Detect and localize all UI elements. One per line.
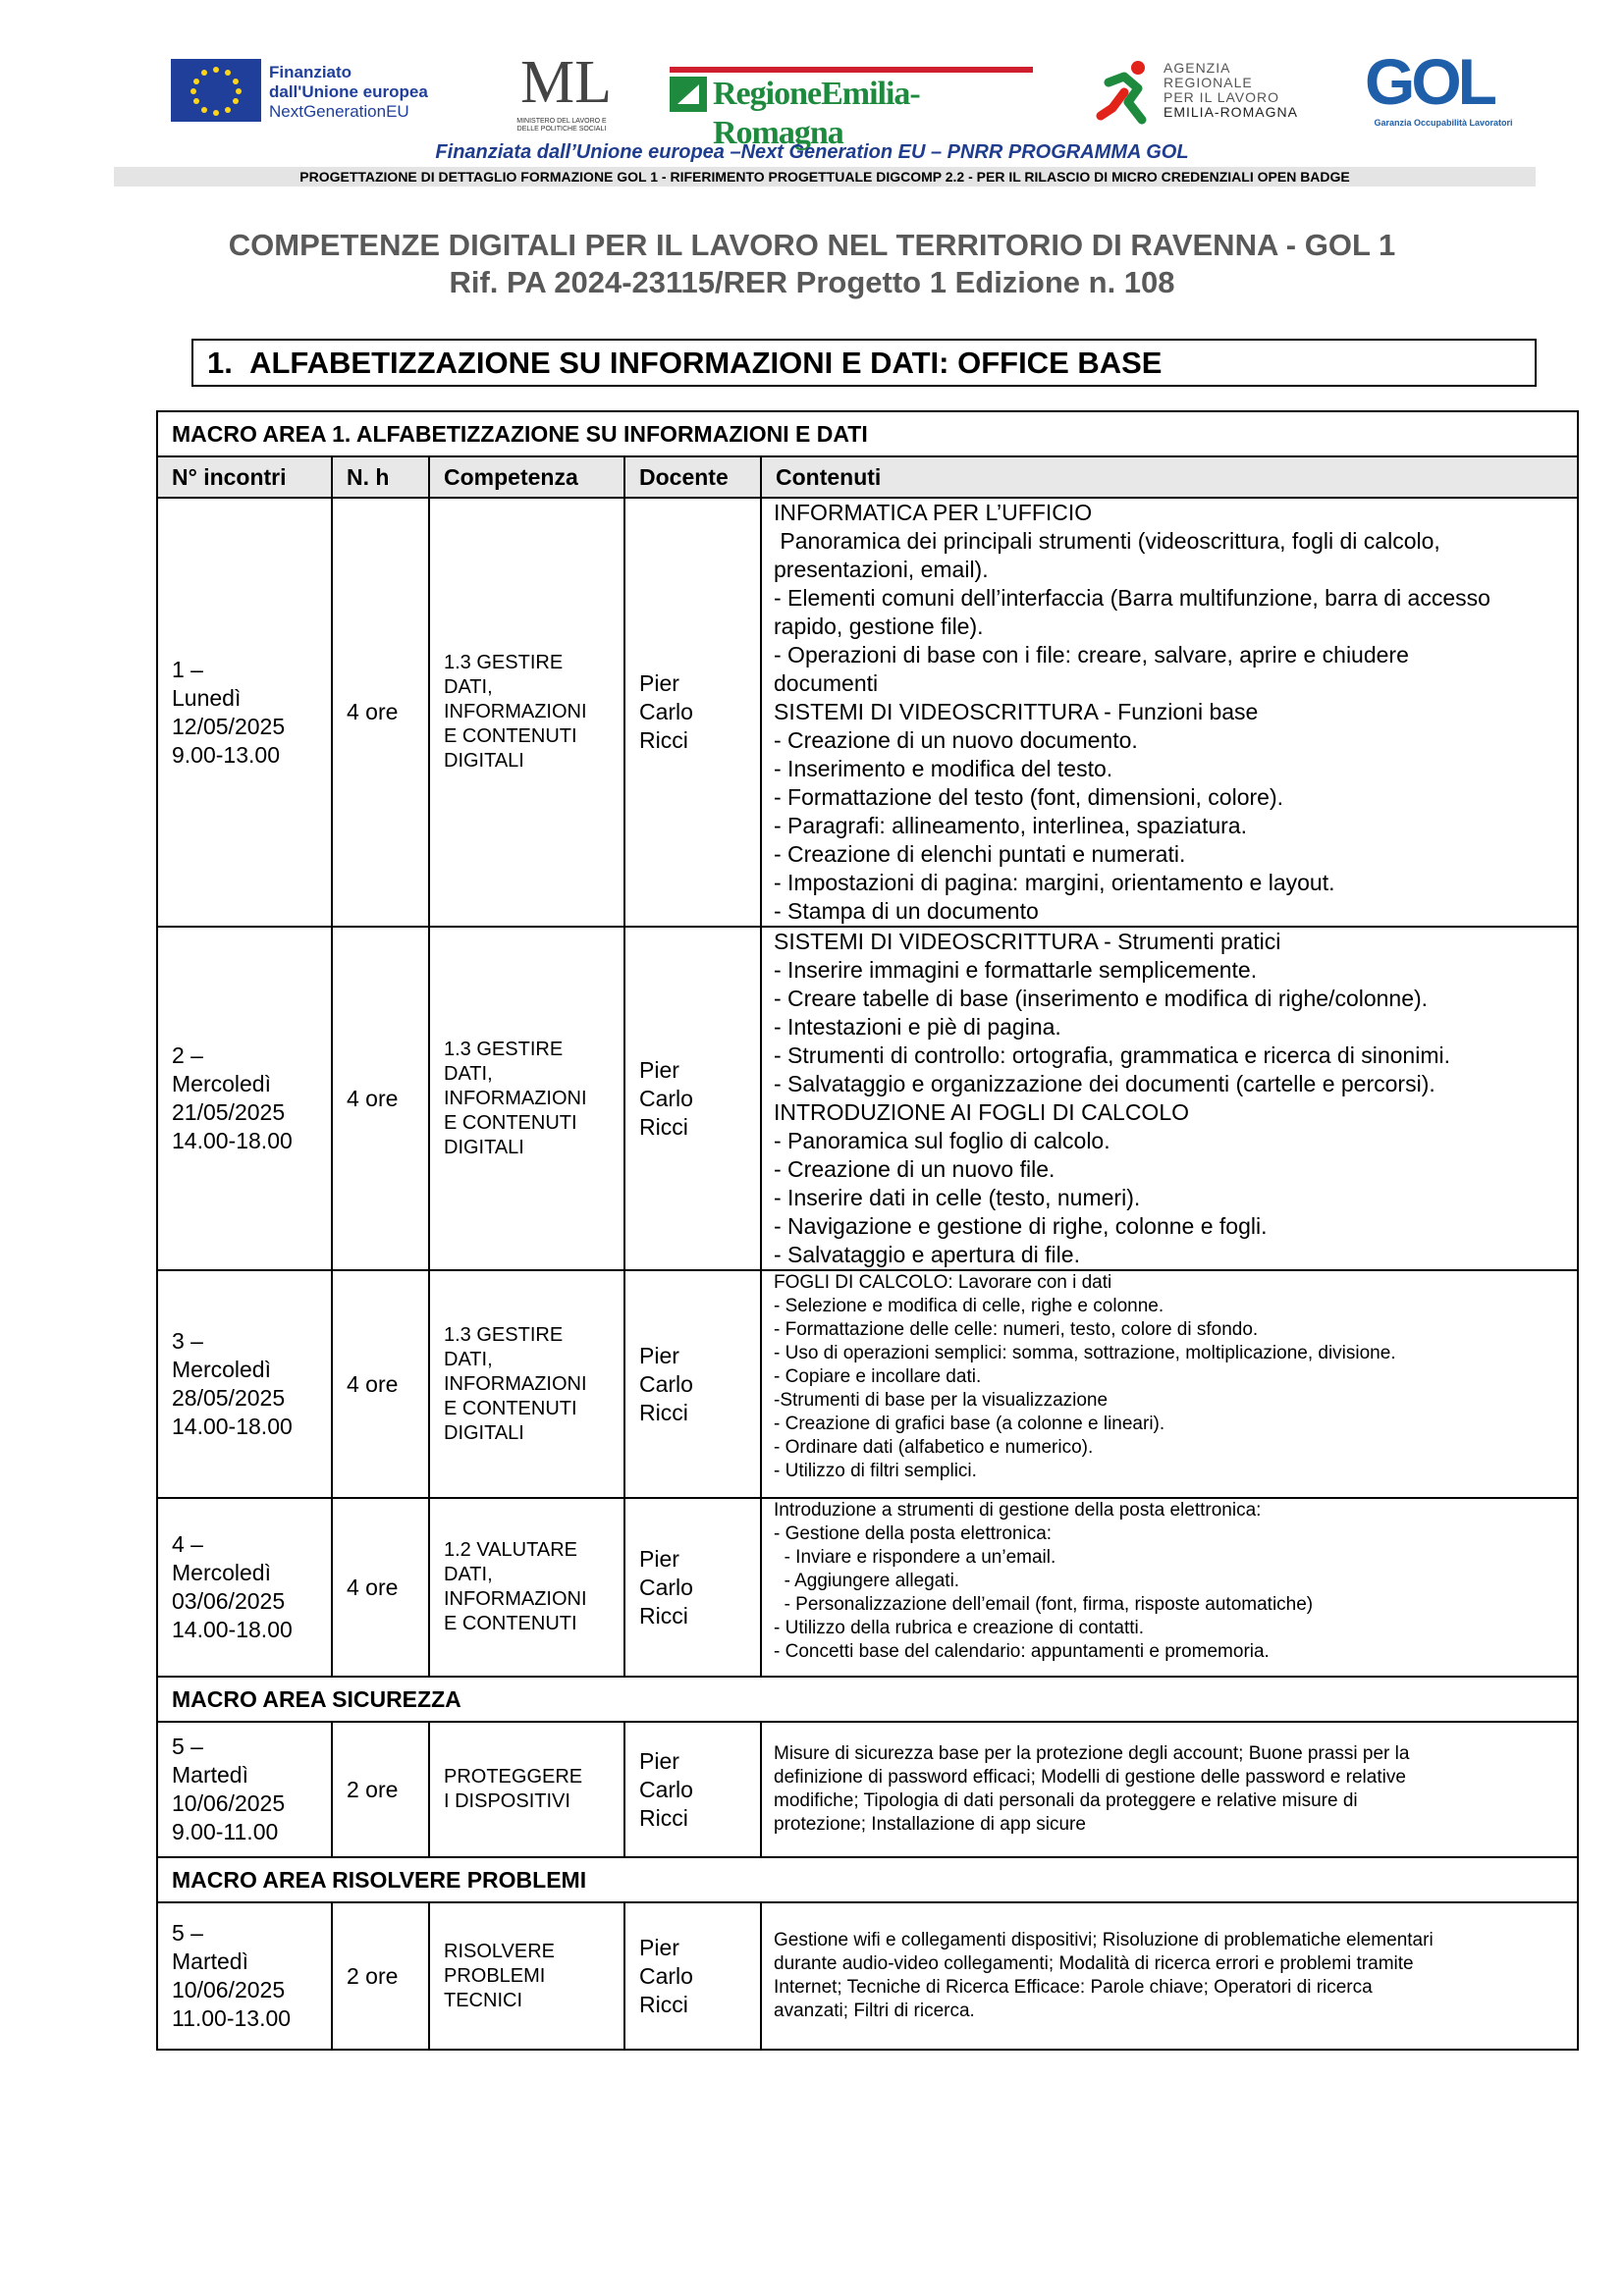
cell-line: - Utilizzo della rubrica e creazione di contatti. bbox=[774, 1618, 1145, 1638]
cell-line: DATI, bbox=[444, 676, 493, 698]
incontro-cell bbox=[157, 927, 332, 1270]
cell-line: - Creazione di un nuovo file. bbox=[774, 1156, 1056, 1182]
region-logo-text: RegioneEmilia-Romagna bbox=[713, 76, 920, 151]
cell-line: 21/05/2025 bbox=[172, 1099, 286, 1125]
cell-line: Pier bbox=[639, 670, 679, 696]
cell-line: SISTEMI DI VIDEOSCRITTURA - Strumenti pratici bbox=[774, 929, 1281, 954]
cell-line: presentazioni, email). bbox=[774, 557, 989, 582]
cell-line: Ricci bbox=[639, 1399, 688, 1425]
cell-line: 2 – bbox=[172, 1042, 203, 1068]
cell-line: INFORMAZIONI bbox=[444, 1588, 587, 1610]
cell-line: 10/06/2025 bbox=[172, 1977, 286, 2002]
ore-cell: 4 ore bbox=[332, 1498, 429, 1677]
cell-line: INFORMAZIONI bbox=[444, 701, 587, 722]
contenuti-cell bbox=[761, 1902, 1578, 2050]
ore-cell: 4 ore bbox=[332, 498, 429, 927]
cell-line: Gestione wifi e collegamenti dispositivi; Risoluzione di problematiche elementari bbox=[774, 1930, 1434, 1950]
cell-line: Mercoledì bbox=[172, 1357, 271, 1382]
cell-line: - Creare tabelle di base (inserimento e modifica di righe/colonne). bbox=[774, 986, 1429, 1011]
contenuti-cell bbox=[761, 927, 1578, 1270]
incontro-cell bbox=[157, 1902, 332, 2050]
section-title: ALFABETIZZAZIONE SU INFORMAZIONI E DATI: OFFICE BASE bbox=[249, 346, 1163, 380]
col-header-incontri: N° incontri bbox=[157, 456, 332, 498]
cell-line: DIGITALI bbox=[444, 750, 524, 772]
docente-cell bbox=[624, 927, 761, 1270]
macro-area-title: MACRO AREA RISOLVERE PROBLEMI bbox=[157, 1857, 1578, 1902]
cell-line: Martedì bbox=[172, 1949, 248, 1974]
table-row bbox=[157, 1498, 1578, 1677]
cell-line: 5 – bbox=[172, 1734, 203, 1759]
cell-line: INFORMATICA PER L’UFFICIO bbox=[774, 500, 1093, 525]
macro-area-title: MACRO AREA SICUREZZA bbox=[157, 1677, 1578, 1722]
cell-line: TECNICI bbox=[444, 1989, 522, 2011]
docente-cell bbox=[624, 1722, 761, 1857]
cell-line: DATI, bbox=[444, 1062, 493, 1085]
docente-cell bbox=[624, 1270, 761, 1498]
cell-line: Mercoledì bbox=[172, 1071, 271, 1096]
ore-cell: 4 ore bbox=[332, 927, 429, 1270]
cell-line: modifiche; Tipologia di dati personali da proteggere e relative misure di bbox=[774, 1790, 1358, 1811]
cell-line: SISTEMI DI VIDEOSCRITTURA - Funzioni base bbox=[774, 699, 1259, 724]
cell-line: durante audio-video collegamenti; Modalità di ricerca errori e problemi tramite bbox=[774, 1953, 1414, 1974]
docente-cell bbox=[624, 1902, 761, 2050]
macro-area-row bbox=[157, 1857, 1578, 1902]
cell-line: 1 – bbox=[172, 656, 203, 682]
col-header-competenza: Competenza bbox=[429, 456, 624, 498]
eu-flag-icon bbox=[171, 59, 261, 122]
gol-logo-word: GOL bbox=[1365, 45, 1493, 118]
macro-area-title: MACRO AREA 1. ALFABETIZZAZIONE SU INFORMAZIONI E DATI bbox=[157, 411, 1578, 456]
cell-line: 12/05/2025 bbox=[172, 713, 286, 739]
cell-line: - Inserire immagini e formattarle semplicemente. bbox=[774, 957, 1258, 983]
cell-line: DATI, bbox=[444, 1348, 493, 1370]
cell-line: protezione; Installazione di app sicure bbox=[774, 1814, 1086, 1835]
col-header-ore: N. h bbox=[332, 456, 429, 498]
cell-line: Ricci bbox=[639, 727, 688, 753]
incontro-cell bbox=[157, 1498, 332, 1677]
cell-line: - Uso di operazioni semplici: somma, sottrazione, moltiplicazione, divisione. bbox=[774, 1343, 1396, 1363]
cell-line: - Salvataggio e apertura di file. bbox=[774, 1242, 1080, 1267]
col-header-docente: Docente bbox=[624, 456, 761, 498]
macro-area-row bbox=[157, 1677, 1578, 1722]
cell-line: - Copiare e incollare dati. bbox=[774, 1366, 982, 1387]
cell-line: - Panoramica sul foglio di calcolo. bbox=[774, 1128, 1110, 1153]
cell-line: - Paragrafi: allineamento, interlinea, spaziatura. bbox=[774, 813, 1247, 838]
cell-line: 1.3 GESTIRE bbox=[444, 1323, 564, 1346]
cell-line: INFORMAZIONI bbox=[444, 1372, 587, 1395]
cell-line: E CONTENUTI bbox=[444, 725, 577, 747]
table-row bbox=[157, 1270, 1578, 1498]
ministry-caption: MINISTERO DEL LAVORO E DELLE POLITICHE SOCIALI bbox=[516, 118, 607, 133]
cell-line: Mercoledì bbox=[172, 1560, 271, 1585]
cell-line: PROTEGGERE bbox=[444, 1766, 583, 1788]
cell-line: - Creazione di grafici base (a colonne e lineari). bbox=[774, 1414, 1165, 1434]
cell-line: Carlo bbox=[639, 1776, 693, 1802]
cell-line: 10/06/2025 bbox=[172, 1790, 286, 1816]
region-emblem-icon bbox=[670, 77, 707, 112]
cell-line: 28/05/2025 bbox=[172, 1385, 286, 1411]
cell-line: definizione di password efficaci; Modelli di gestione delle password e relative bbox=[774, 1767, 1406, 1788]
cell-line: I DISPOSITIVI bbox=[444, 1790, 570, 1812]
cell-line: - Gestione della posta elettronica: bbox=[774, 1523, 1053, 1544]
competenza-cell bbox=[429, 1270, 624, 1498]
table-header-row bbox=[157, 456, 1578, 498]
docente-cell bbox=[624, 1498, 761, 1677]
incontro-cell bbox=[157, 1722, 332, 1857]
cell-line: - Strumenti di controllo: ortografia, grammatica e ricerca di sinonimi. bbox=[774, 1042, 1450, 1068]
cell-line: - Utilizzo di filtri semplici. bbox=[774, 1461, 977, 1481]
table-row bbox=[157, 1722, 1578, 1857]
cell-line: 1.3 GESTIRE bbox=[444, 1038, 564, 1060]
incontro-cell bbox=[157, 1270, 332, 1498]
cell-line: - Aggiungere allegati. bbox=[774, 1571, 960, 1591]
table-row bbox=[157, 927, 1578, 1270]
cell-line: 14.00-18.00 bbox=[172, 1617, 293, 1642]
cell-line: - Inserimento e modifica del testo. bbox=[774, 756, 1113, 781]
cell-line: - Salvataggio e organizzazione dei documenti (cartelle e percorsi). bbox=[774, 1071, 1435, 1096]
cell-line: - Impostazioni di pagina: margini, orientamento e layout. bbox=[774, 870, 1335, 895]
cell-line: Ricci bbox=[639, 1113, 688, 1140]
cell-line: Carlo bbox=[639, 1370, 693, 1397]
cell-line: Misure di sicurezza base per la protezione degli account; Buone prassi per la bbox=[774, 1743, 1410, 1764]
ministry-mark: ML bbox=[520, 49, 612, 116]
cell-line: - Formattazione delle celle: numeri, testo, colore di sfondo. bbox=[774, 1319, 1259, 1340]
region-logo bbox=[670, 67, 1033, 151]
competenza-cell bbox=[429, 927, 624, 1270]
ore-cell: 4 ore bbox=[332, 1270, 429, 1498]
cell-line: avanzati; Filtri di ricerca. bbox=[774, 2001, 975, 2021]
competenza-cell bbox=[429, 1498, 624, 1677]
table-row bbox=[157, 1902, 1578, 2050]
cell-line: - Ordinare dati (alfabetico e numerico). bbox=[774, 1437, 1094, 1458]
ore-cell: 2 ore bbox=[332, 1722, 429, 1857]
cell-line: documenti bbox=[774, 670, 879, 696]
incontro-cell bbox=[157, 498, 332, 927]
cell-line: Pier bbox=[639, 1747, 679, 1774]
cell-line: 1.2 VALUTARE bbox=[444, 1539, 577, 1561]
cell-line: - Intestazioni e piè di pagina. bbox=[774, 1014, 1061, 1040]
contenuti-cell bbox=[761, 1270, 1578, 1498]
document-title: COMPETENZE DIGITALI PER IL LAVORO NEL TERRITORIO DI RAVENNA - GOL 1 bbox=[228, 228, 1396, 262]
cell-line: 5 – bbox=[172, 1920, 203, 1946]
agency-runner-icon bbox=[1095, 59, 1156, 128]
cell-line: E CONTENUTI bbox=[444, 1397, 577, 1419]
agency-logo bbox=[1095, 53, 1311, 132]
competenza-cell bbox=[429, 498, 624, 927]
cell-line: Lunedì bbox=[172, 684, 242, 711]
agency-logo-text: AGENZIA REGIONALE PER IL LAVORO EMILIA-ROMAGNA bbox=[1164, 60, 1298, 120]
project-strip: PROGETTAZIONE DI DETTAGLIO FORMAZIONE GOL 1 - RIFERIMENTO PROGETTUALE DIGCOMP 2.2 - PER IL RILASCIO DI MICRO CREDENZIALI OPEN BADGE bbox=[114, 167, 1536, 187]
cell-line: - Inviare e rispondere a un’email. bbox=[774, 1547, 1056, 1568]
cell-line: - Inserire dati in celle (testo, numeri). bbox=[774, 1185, 1141, 1210]
cell-line: - Elementi comuni dell’interfaccia (Barra multifunzione, barra di accesso bbox=[774, 585, 1490, 611]
cell-line: - Operazioni di base con i file: creare, salvare, aprire e chiudere bbox=[774, 642, 1409, 667]
cell-line: FOGLI DI CALCOLO: Lavorare con i dati bbox=[774, 1272, 1112, 1293]
cell-line: INTRODUZIONE AI FOGLI DI CALCOLO bbox=[774, 1099, 1190, 1125]
col-header-contenuti: Contenuti bbox=[761, 456, 1578, 498]
schedule-table bbox=[156, 410, 1579, 2051]
cell-line: 9.00-13.00 bbox=[172, 741, 280, 768]
ore-cell: 2 ore bbox=[332, 1902, 429, 2050]
cell-line: E CONTENUTI bbox=[444, 1111, 577, 1134]
eu-logo-text: Finanziato dall'Unione europea NextGenerationEU bbox=[269, 63, 428, 121]
section-heading bbox=[191, 339, 1537, 387]
cell-line: 14.00-18.00 bbox=[172, 1414, 293, 1439]
macro-area-row bbox=[157, 411, 1578, 456]
cell-line: - Navigazione e gestione di righe, colonne e fogli. bbox=[774, 1213, 1268, 1239]
cell-line: 03/06/2025 bbox=[172, 1588, 286, 1614]
cell-line: -Strumenti di base per la visualizzazione bbox=[774, 1390, 1109, 1411]
cell-line: - Stampa di un documento bbox=[774, 898, 1039, 924]
cell-line: - Concetti base del calendario: appuntamenti e promemoria. bbox=[774, 1641, 1270, 1662]
cell-line: Carlo bbox=[639, 1574, 693, 1600]
cell-line: RISOLVERE bbox=[444, 1940, 555, 1962]
cell-line: INFORMAZIONI bbox=[444, 1087, 587, 1109]
docente-cell bbox=[624, 498, 761, 927]
section-number: 1. bbox=[207, 346, 233, 380]
gol-logo bbox=[1365, 47, 1522, 135]
cell-line: Pier bbox=[639, 1934, 679, 1960]
cell-line: Internet; Tecniche di Ricerca Efficace: Parole chiave; Operatori di ricerca bbox=[774, 1977, 1373, 1998]
cell-line: Pier bbox=[639, 1342, 679, 1368]
ministry-logo bbox=[513, 51, 611, 133]
cell-line: 11.00-13.00 bbox=[172, 2005, 292, 2031]
competenza-cell bbox=[429, 1902, 624, 2050]
contenuti-cell bbox=[761, 1722, 1578, 1857]
cell-line: - Formattazione del testo (font, dimensioni, colore). bbox=[774, 784, 1284, 810]
cell-line: rapido, gestione file). bbox=[774, 614, 984, 639]
cell-line: 4 – bbox=[172, 1531, 203, 1557]
cell-line: Carlo bbox=[639, 699, 693, 724]
contenuti-cell bbox=[761, 498, 1578, 927]
cell-line: Pier bbox=[639, 1545, 679, 1572]
cell-line: - Creazione di un nuovo documento. bbox=[774, 727, 1138, 753]
funding-line: Finanziata dall’Unione europea –Next Generation EU – PNRR PROGRAMMA GOL bbox=[435, 141, 1189, 163]
cell-line: 9.00-11.00 bbox=[172, 1819, 279, 1844]
cell-line: E CONTENUTI bbox=[444, 1613, 577, 1634]
cell-line: 1.3 GESTIRE bbox=[444, 652, 564, 673]
cell-line: Ricci bbox=[639, 1991, 688, 2017]
cell-line: DIGITALI bbox=[444, 1136, 524, 1158]
cell-line: - Personalizzazione dell’email (font, firma, risposte automatiche) bbox=[774, 1594, 1314, 1615]
gol-logo-caption: Garanzia Occupabilità Lavoratori bbox=[1374, 118, 1513, 128]
eu-logo bbox=[171, 59, 456, 124]
contenuti-cell bbox=[761, 1498, 1578, 1677]
cell-line: Carlo bbox=[639, 1085, 693, 1111]
cell-line: DATI, bbox=[444, 1564, 493, 1585]
cell-line: Ricci bbox=[639, 1602, 688, 1629]
cell-line: Introduzione a strumenti di gestione della posta elettronica: bbox=[774, 1500, 1262, 1521]
table-row bbox=[157, 498, 1578, 927]
cell-line: - Creazione di elenchi puntati e numerati. bbox=[774, 841, 1186, 867]
cell-line: Carlo bbox=[639, 1962, 693, 1989]
cell-line: 14.00-18.00 bbox=[172, 1128, 293, 1153]
competenza-cell bbox=[429, 1722, 624, 1857]
cell-line: 3 – bbox=[172, 1328, 203, 1354]
cell-line: Panoramica dei principali strumenti (videoscrittura, fogli di calcolo, bbox=[774, 528, 1440, 554]
cell-line: PROBLEMI bbox=[444, 1964, 546, 1987]
cell-line: - Selezione e modifica di celle, righe e colonne. bbox=[774, 1296, 1164, 1316]
cell-line: Pier bbox=[639, 1056, 679, 1083]
cell-line: Martedì bbox=[172, 1762, 248, 1788]
document-reference: Rif. PA 2024-23115/RER Progetto 1 Edizione n. 108 bbox=[449, 265, 1175, 299]
cell-line: Ricci bbox=[639, 1804, 688, 1831]
logo-bar bbox=[167, 45, 1522, 151]
cell-line: DIGITALI bbox=[444, 1421, 524, 1444]
